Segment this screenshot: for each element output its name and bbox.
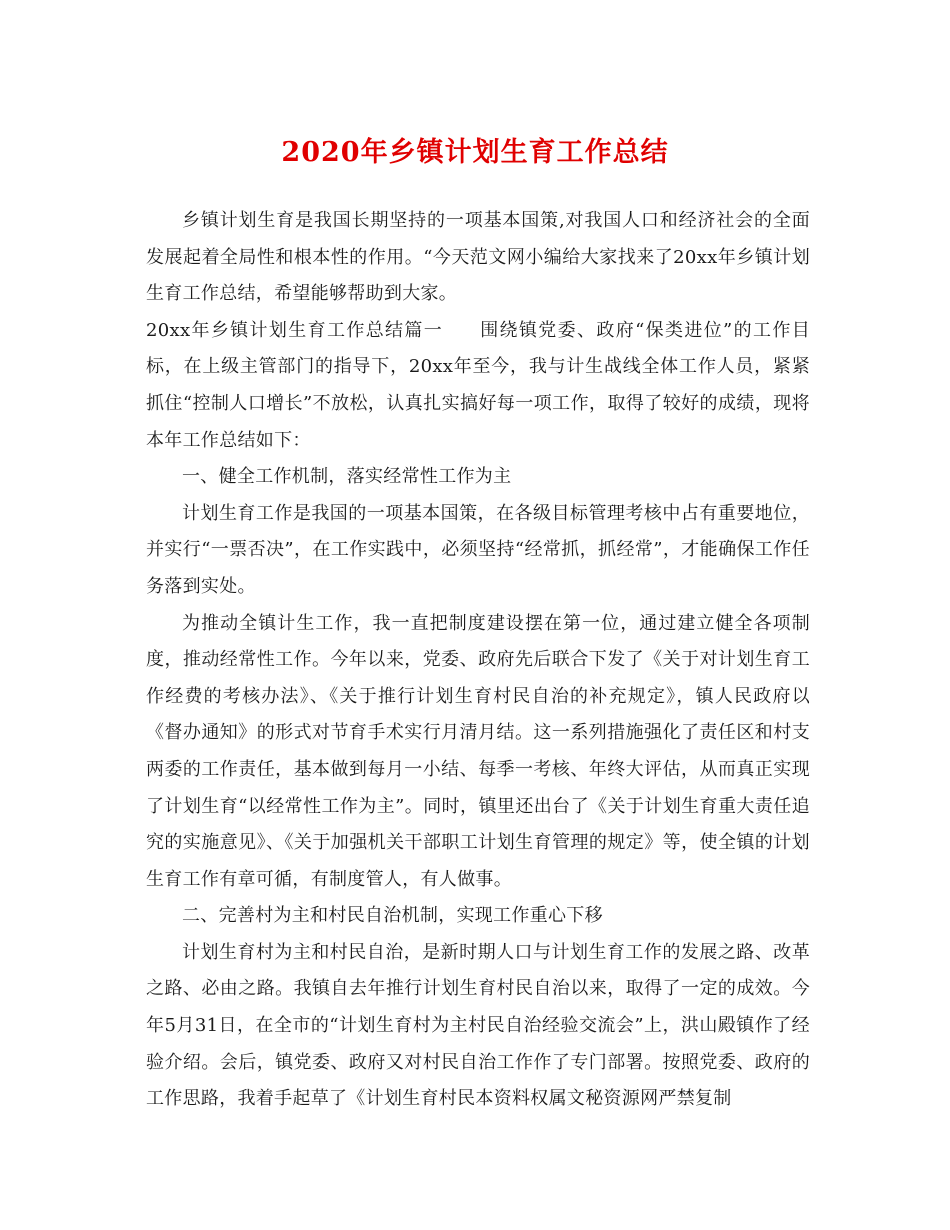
paragraph-self-governance: 计划生育村为主和村民自治，是新时期人口与计划生育工作的发展之路、改革之路、必由之路。我镇自去年推行计划生育村民自治以来，取得了一定的成效。今年5月31日，在全市的“计划生育村为主村民自治经验交流会”上，洪山殿镇作了经验介绍。会后，镇党委、政府又对村民自治工作作了专门部署。按照党委、政府的工作思路，我着手起草了《计划生育村民本资料权属文秘资源网严禁复制	[146, 941, 810, 1110]
heading-one: 一、健全工作机制，落实经常性工作为主	[182, 466, 512, 488]
document-body	[146, 203, 810, 1118]
heading-two: 二、完善村为主和村民自治机制，实现工作重心下移	[182, 905, 603, 927]
document-title: 2020年乡镇计划生育工作总结	[281, 137, 669, 168]
paragraph-system: 为推动全镇计生工作，我一直把制度建设摆在第一位，通过建立健全各项制度，推动经常性工作。今年以来，党委、政府先后联合下发了《关于对计划生育工作经费的考核办法》、《关于推行计划生育村民自治的补充规定》，镇人民政府以《督办通知》的形式对节育手术实行月清月结。这一系列措施强化了责任区和村支两委的工作责任，基本做到每月一小结、每季一考核、年终大评估，从而真正实现了计划生育“以经常性工作为主”。同时，镇里还出台了《关于计划生育重大责任追究的实施意见》、《关于加强机关干部职工计划生育管理的规定》等，使全镇的计划生育工作有章可循，有制度管人，有人做事。	[146, 612, 810, 890]
summary-intro-paragraph	[146, 313, 810, 459]
paragraph-policy: 计划生育工作是我国的一项基本国策，在各级目标管理考核中占有重要地位，并实行“一票否决”，在工作实践中，必须坚持“经常抓，抓经常”，才能确保工作任务落到实处。	[146, 502, 810, 597]
summary-intro-text: 围绕镇党委、政府“保类进位”的工作目标，在上级主管部门的指导下，20xx年至今，我与计生战线全体工作人员，紧紧抓住“控制人口增长”不放松，认真扎实搞好每一项工作，取得了较好的成绩，现将本年工作总结如下：	[146, 319, 810, 451]
section-heading: 20xx年乡镇计划生育工作总结篇一	[146, 319, 444, 341]
intro-paragraph: 乡镇计划生育是我国长期坚持的一项基本国策,对我国人口和经济社会的全面发展起着全局性和根本性的作用。“今天范文网小编给大家找来了20xx年乡镇计划生育工作总结，希望能够帮助到大家。	[146, 210, 810, 305]
